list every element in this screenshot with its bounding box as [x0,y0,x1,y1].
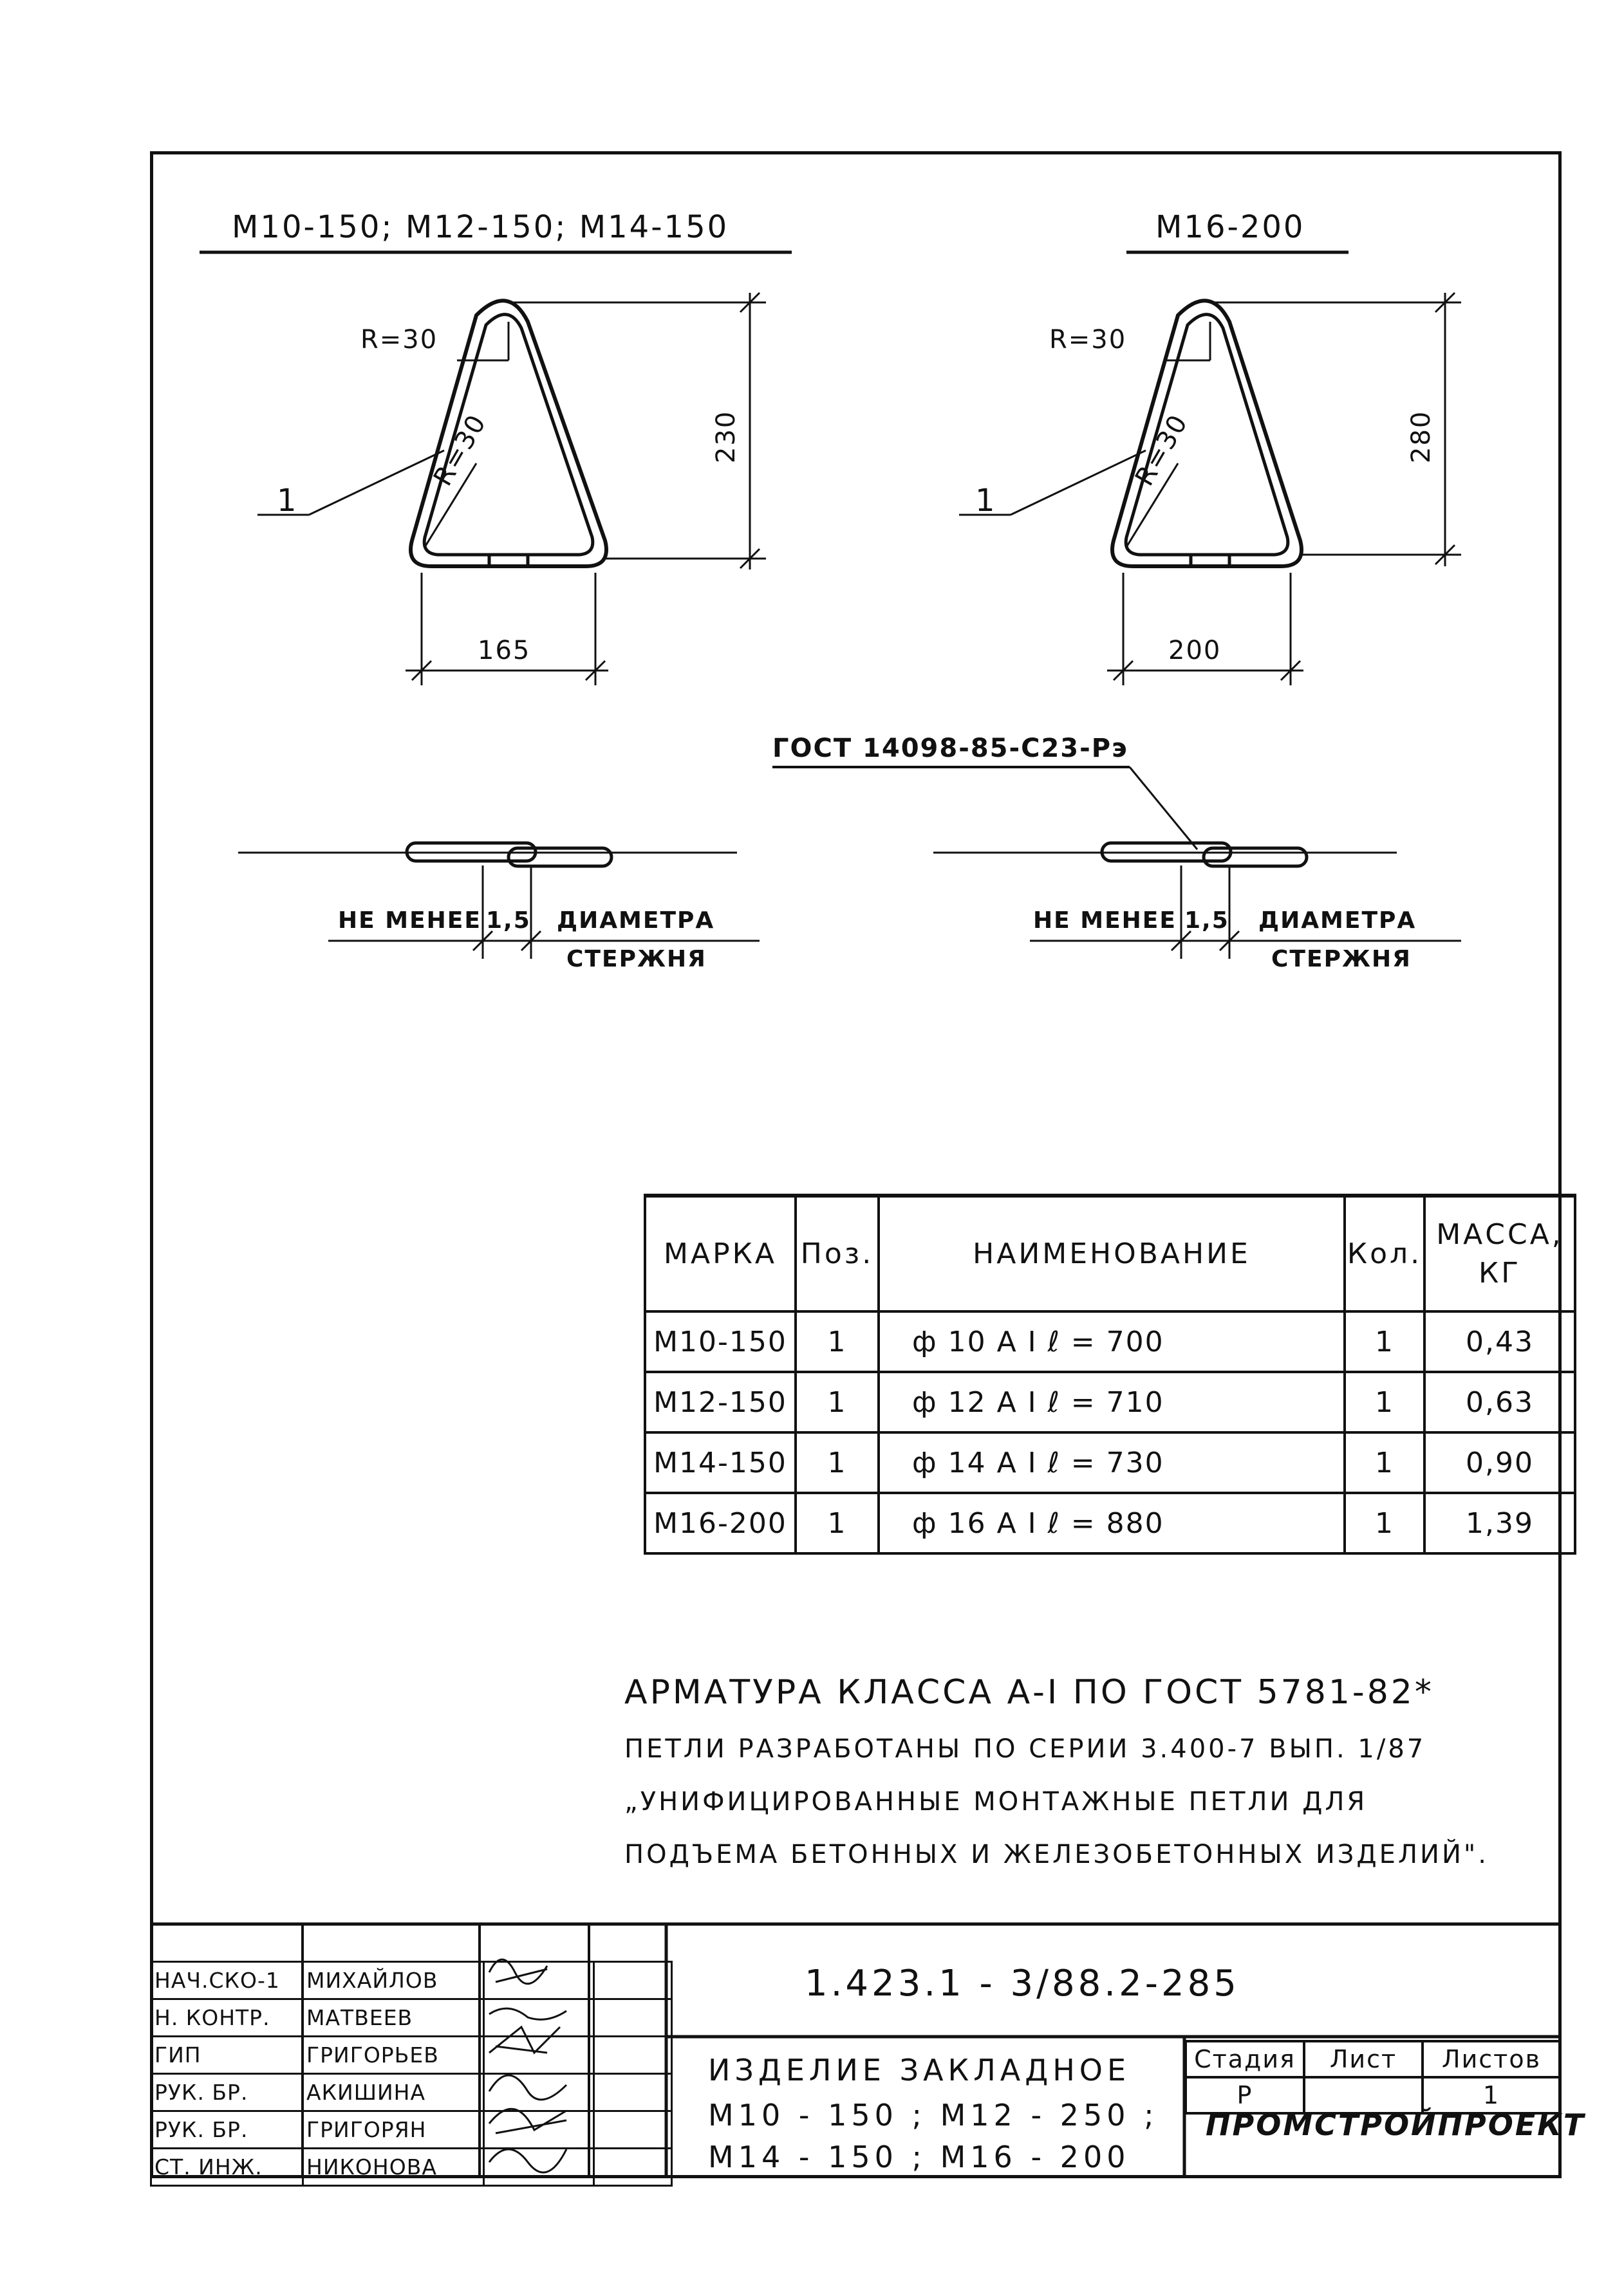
cell-name: ф 12 А I ℓ = 710 [879,1372,1345,1432]
left-width-label: 165 [478,636,531,665]
document-code: 1.423.1 - 3/88.2-285 [805,1963,1240,2004]
stage-value: Р [1186,2077,1304,2113]
cell-pos: 1 [796,1493,879,1553]
staff-role: НАЧ.СКО-1 [151,1962,303,1999]
cell-mark: М10-150 [645,1311,796,1372]
staff-name: ГРИГОРЬЕВ [303,2037,484,2074]
staff-row [151,2074,672,2111]
cell-qty: 1 [1345,1372,1424,1432]
left-radius-top-label: R=30 [360,325,438,355]
gost-weld-label: ГОСТ 14098-85-С23-Рэ [772,734,1128,763]
right-loop-inner [1126,315,1288,555]
table-row [645,1432,1575,1493]
left-rod-b [509,848,611,866]
spec-header-row [645,1196,1575,1311]
staff-name: МАТВЕЕВ [303,1999,484,2037]
staff-name: НИКОНОВА [303,2149,484,2186]
table-row [645,1372,1575,1432]
left-radius-side-label: R=30 [428,409,492,491]
cell-pos: 1 [796,1311,879,1372]
gost-leader [1130,767,1197,849]
table-row [645,1311,1575,1372]
staff-row [151,1962,672,1999]
staff-row [151,2111,672,2149]
staff-role: ГИП [151,2037,303,2074]
left-not-less-label: НЕ МЕНЕЕ [338,907,481,934]
right-rod-b [1204,848,1307,866]
right-rod-label: СТЕРЖНЯ [1271,946,1412,972]
note-series: ПЕТЛИ РАЗРАБОТАНЫ ПО СЕРИИ 3.400-7 ВЫП. 1/87 [624,1734,1426,1764]
cell-pos: 1 [796,1372,879,1432]
cell-mass: 0,90 [1424,1432,1575,1493]
left-view-title: М10-150; М12-150; М14-150 [232,209,729,245]
right-view-title: М16-200 [1155,209,1305,245]
cell-mark: М12-150 [645,1372,796,1432]
staff-role: Н. КОНТР. [151,1999,303,2037]
left-factor-label: 1,5 [486,907,531,934]
staff-row [151,2037,672,2074]
sheet-header: Лист [1304,2041,1423,2077]
staff-name: МИХАЙЛОВ [303,1962,484,1999]
table-row [645,1493,1575,1553]
cell-qty: 1 [1345,1311,1424,1372]
col-header-pos: Поз. [796,1196,879,1311]
cell-name: ф 14 А I ℓ = 730 [879,1432,1345,1493]
stage-header-row [1186,2041,1560,2077]
note-reinforcement-class: АРМАТУРА КЛАССА А-I ПО ГОСТ 5781-82* [624,1673,1434,1712]
cell-mass: 0,43 [1424,1311,1575,1372]
staff-role: СТ. ИНЖ. [151,2149,303,2186]
col-header-mark: МАРКА [645,1196,796,1311]
cell-mass: 1,39 [1424,1493,1575,1553]
left-diameter-label: ДИАМЕТРА [557,907,715,934]
right-factor-label: 1,5 [1184,907,1229,934]
product-name-line2: М10 - 150 ; М12 - 250 ; [708,2098,1159,2133]
product-name-line1: ИЗДЕЛИЕ ЗАКЛАДНОЕ [708,2053,1131,2088]
staff-role: РУК. БР. [151,2111,303,2149]
title-block-staff [150,1961,673,2187]
cell-mark: М14-150 [645,1432,796,1493]
right-diameter-label: ДИАМЕТРА [1258,907,1417,934]
right-radius-side-label: R=30 [1130,409,1194,491]
staff-row [151,1999,672,2037]
cell-name: ф 10 А I ℓ = 700 [879,1311,1345,1372]
right-not-less-label: НЕ МЕНЕЕ [1033,907,1177,934]
cell-mass: 0,63 [1424,1372,1575,1432]
drawing-notes [624,1673,1489,1893]
cell-qty: 1 [1345,1432,1424,1493]
staff-role: РУК. БР. [151,2074,303,2111]
cell-pos: 1 [796,1432,879,1493]
organization-name: ПРОМСТРОЙПРОЕКТ [1206,2107,1586,2142]
col-header-name: НАИМЕНОВАНИЕ [879,1196,1345,1311]
right-loop-outer [1112,301,1302,566]
col-header-mass: МАССА, КГ [1424,1196,1575,1311]
product-name-line3: М14 - 150 ; М16 - 200 [708,2140,1130,2174]
stage-table [1184,2040,1562,2115]
stage-header: Стадия [1186,2041,1304,2077]
right-width-label: 200 [1168,636,1222,665]
note-unified-loops: „УНИФИЦИРОВАННЫЕ МОНТАЖНЫЕ ПЕТЛИ ДЛЯ [624,1787,1368,1817]
cell-name: ф 16 А I ℓ = 880 [879,1493,1345,1553]
left-rod-label: СТЕРЖНЯ [566,946,707,972]
left-height-label: 230 [711,410,741,463]
left-callout-number: 1 [277,483,299,519]
right-radius-top-label: R=30 [1049,325,1127,355]
staff-name: АКИШИНА [303,2074,484,2111]
cell-mark: М16-200 [645,1493,796,1553]
staff-row [151,2149,672,2186]
cell-qty: 1 [1345,1493,1424,1553]
sheets-header: Листов [1423,2041,1560,2077]
specification-table [644,1194,1576,1555]
col-header-qty: Кол. [1345,1196,1424,1311]
sheets-value: 1 [1423,2077,1560,2113]
note-lifting: ПОДЪЕМА БЕТОННЫХ И ЖЕЛЕЗОБЕТОННЫХ ИЗДЕЛИЙ". [624,1840,1489,1869]
right-height-label: 280 [1406,410,1436,463]
staff-name: ГРИГОРЯН [303,2111,484,2149]
right-callout-number: 1 [975,483,997,519]
